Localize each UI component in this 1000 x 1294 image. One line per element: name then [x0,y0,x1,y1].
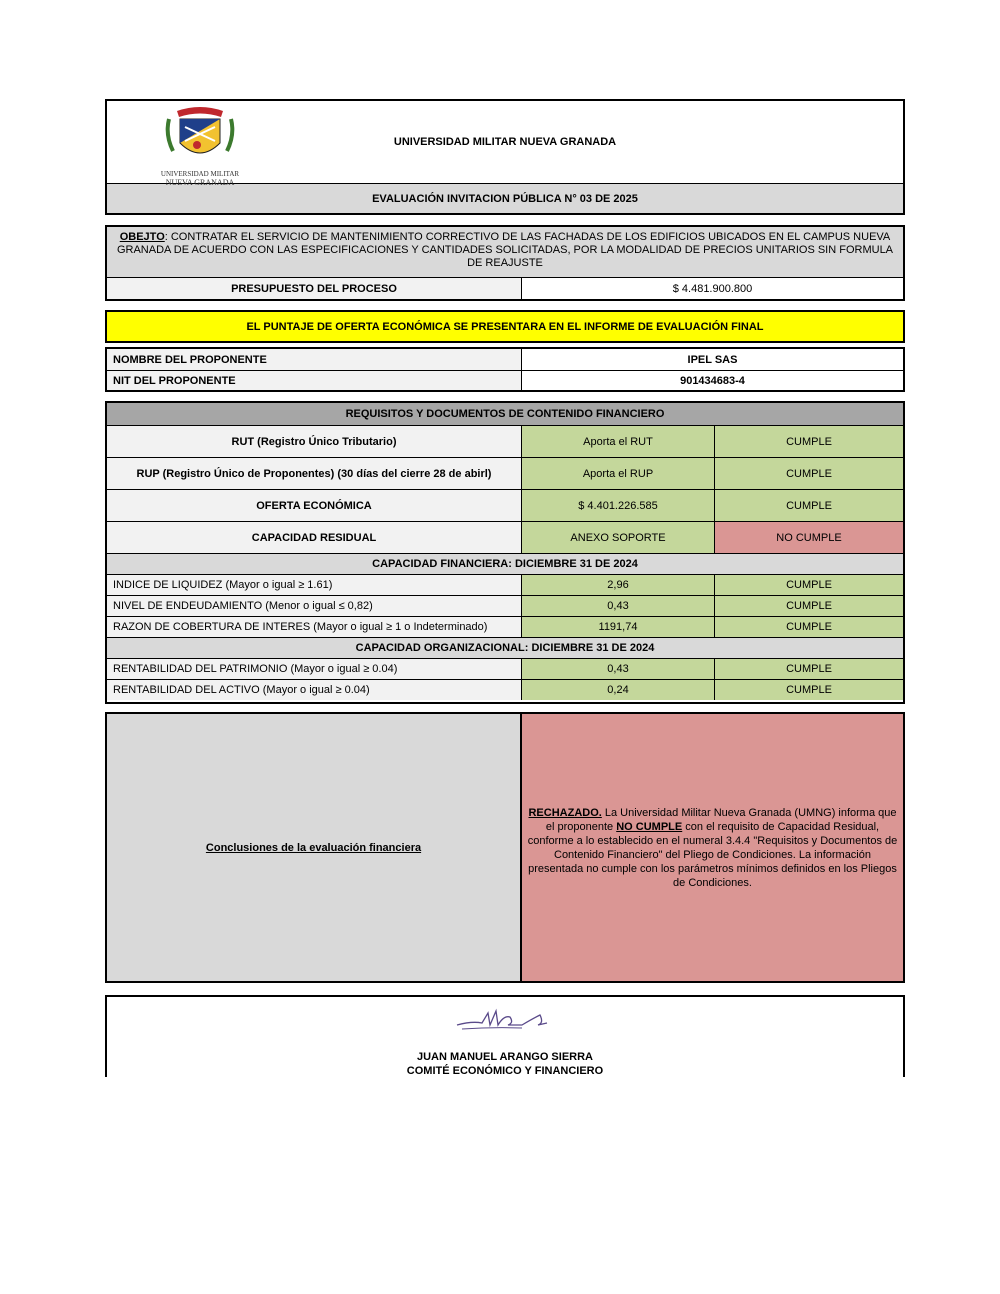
proponent-nit-value: 901434683-4 [680,374,745,387]
status-badge: NO CUMPLE [715,522,903,553]
status-badge: CUMPLE [715,596,903,616]
table-row [107,489,903,521]
row-label: RENTABILIDAD DEL PATRIMONIO (Mayor o igual ≥ 0.04) [107,659,522,679]
row-value: 0,43 [522,596,715,616]
status-badge: CUMPLE [715,575,903,595]
conclusion-text-1: La Universidad Militar Nueva Granada (UMNG) informa que el proponente [545,806,897,833]
table-row [107,574,903,595]
budget-label: PRESUPUESTO DEL PROCESO [107,278,522,299]
row-value: ANEXO SOPORTE [522,522,715,553]
evaluation-title: EVALUACIÓN INVITACION PÚBLICA N° 03 DE 2025 [372,192,638,205]
requirements-table [105,401,905,704]
row-label: CAPACIDAD RESIDUAL [107,522,522,553]
conclusions-label-text: Conclusiones de la evaluación financiera [205,841,422,854]
no-cumple-label: NO CUMPLE [616,820,683,833]
row-label: NIVEL DE ENDEUDAMIENTO (Menor o igual ≤ 0,82) [107,596,522,616]
conclusions-label [107,714,522,981]
university-logo [155,105,245,187]
status-badge: CUMPLE [715,617,903,637]
signature-icon [452,1003,552,1035]
table-row [107,521,903,553]
rejected-label: RECHAZADO. [528,806,602,819]
row-value: 0,43 [522,659,715,679]
notice-text: EL PUNTAJE DE OFERTA ECONÓMICA SE PRESENTARA EN EL INFORME DE EVALUACIÓN FINAL [246,320,764,333]
financial-capacity-title: CAPACIDAD FINANCIERA: DICIEMBRE 31 DE 2024 [372,558,638,570]
signature-block [105,995,905,1077]
header-block [105,99,905,215]
objeto-text [107,227,903,277]
conclusions-block [105,712,905,983]
row-label: RUT (Registro Único Tributario) [107,426,522,457]
economic-notice [105,310,905,343]
university-name: UNIVERSIDAD MILITAR NUEVA GRANADA [393,136,617,148]
requirements-title: REQUISITOS Y DOCUMENTOS DE CONTENIDO FINANCIERO [345,408,665,420]
objeto-label: OBEJTO [119,231,165,243]
proponent-nit-label: NIT DEL PROPONENTE [107,371,522,390]
proponent-block [105,347,905,392]
row-value: 1191,74 [522,617,715,637]
row-value: $ 4.401.226.585 [522,490,715,521]
shield-icon [155,105,245,165]
status-badge: CUMPLE [715,659,903,679]
row-label: RUP (Registro Único de Proponentes) (30 días del cierre 28 de abirl) [107,458,522,489]
budget-value: $ 4.481.900.800 [672,282,753,295]
status-badge: CUMPLE [715,490,903,521]
status-badge: CUMPLE [715,458,903,489]
row-label: RAZON DE COBERTURA DE INTERES (Mayor o igual ≥ 1 o Indeterminado) [107,617,522,637]
proponent-name-label: NOMBRE DEL PROPONENTE [107,349,522,370]
row-label: INDICE DE LIQUIDEZ (Mayor o igual ≥ 1.61) [107,575,522,595]
signature [452,1003,552,1035]
table-row [107,658,903,679]
row-value: Aporta el RUT [522,426,715,457]
status-badge: CUMPLE [715,680,903,700]
conclusions-text [522,714,903,981]
table-row [107,616,903,637]
logo-text-line1: UNIVERSIDAD MILITAR [160,170,240,178]
logo-text-line2: NUEVA GRANADA [165,178,235,187]
objeto-description: : CONTRATAR EL SERVICIO DE MANTENIMIENTO CORRECTIVO DE LAS FACHADAS DE LOS EDIFICIOS UBICADOS EN EL CAMPUS NUEVA GRANADA DE ACUERDO CON LAS ESPECIFICACIONES Y CANTIDADES SOLICITADAS, POR LA MODALIDAD DE PRECIOS UNITARIOS SIN FORMULA DE REAJUSTE [116,231,894,269]
status-badge: CUMPLE [715,426,903,457]
row-label: OFERTA ECONÓMICA [107,490,522,521]
signer-role: COMITÉ ECONÓMICO Y FINANCIERO [406,1065,604,1077]
row-label: RENTABILIDAD DEL ACTIVO (Mayor o igual ≥ 0.04) [107,680,522,700]
proponent-name-value: IPEL SAS [687,353,738,366]
row-value: Aporta el RUP [522,458,715,489]
organizational-capacity-title: CAPACIDAD ORGANIZACIONAL: DICIEMBRE 31 DE 2024 [355,642,655,654]
objeto-block [105,225,905,301]
signer-name: JUAN MANUEL ARANGO SIERRA [416,1051,593,1063]
row-value: 0,24 [522,680,715,700]
table-row [107,679,903,700]
table-row [107,457,903,489]
table-row [107,595,903,616]
conclusion-text-2: con el requisito de Capacidad Residual, conforme a lo establecido en el numeral 3.4.4 "Requisitos y Documentos de Contenido Financiero" del Pliego de Condiciones. La información presentada no cumple con los parámetros mínimos definidos en los Pliegos de Condiciones. [527,820,898,889]
table-row [107,425,903,457]
row-value: 2,96 [522,575,715,595]
